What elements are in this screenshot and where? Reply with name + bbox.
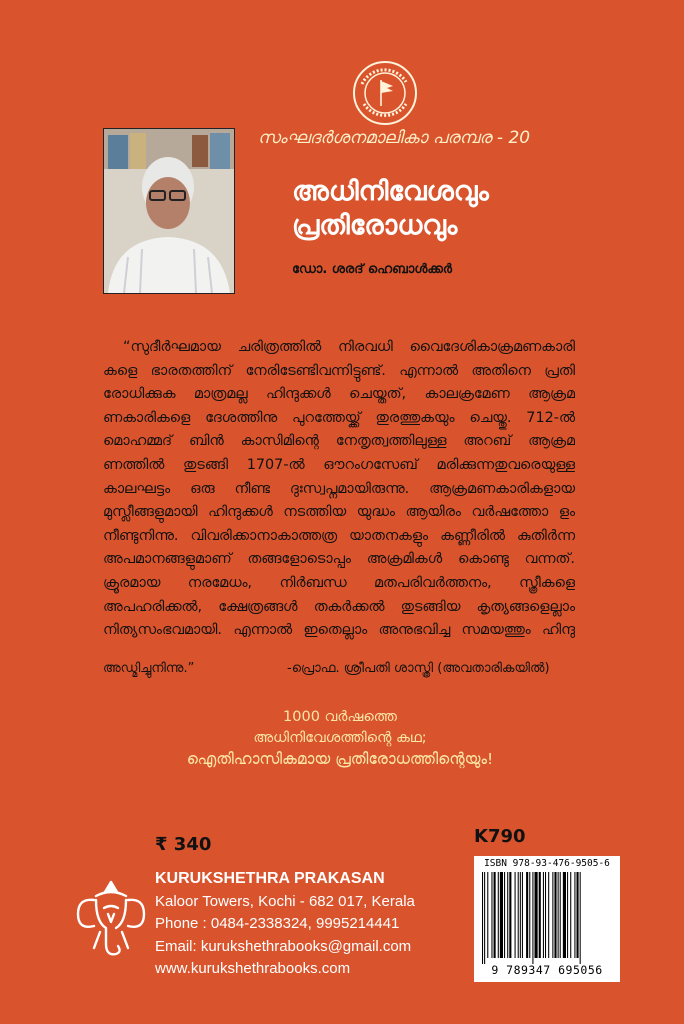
barcode-bar <box>563 872 566 958</box>
blurb-end: അഡ്മിച്ചുനിന്നു.” <box>103 661 195 676</box>
barcode-bar <box>535 872 538 958</box>
tagline-line-1: 1000 വർഷത്തെ <box>283 709 397 725</box>
barcode-bar <box>567 872 568 958</box>
blurb-text: “സുദീർഘമായ ചരിത്രത്തിൽ നിരവധി വൈദേശികാക്രമണകാരി കളെ ഭാരതത്തിന് നേരിടേണ്ടിവന്നിട്ടുണ്ട്. എന്നാൽ അതിനെ പ്രതി രോധിക്കുക മാത്രമല്ല ഹിന്ദുക്കൾ ചെയ്തത്, കാലക്രമേണ ആക്രമ ണകാരികളെ ദേശത്തിനു പുറത്തേയ്ക്ക് തുരത്തുകയും ചെയ്തു. 712-ൽ മൊഹമ്മദ് ബിൻ കാസിമിന്റെ നേതൃത്വത്തിലുള്ള അറബ് ആക്രമ ണത്തിൽ തുടങ്ങി 1707-ൽ ഔറംഗസേബ് മരിക്കുന്നതുവരെയുള്ള കാലഘട്ടം ഒരു നീണ്ട ദുഃസ്വപ്നമായിരുന്നു. ആക്രമണകാരികളായ മുസ്ലീങ്ങളുമായി ഹിന്ദുക്കൾ നടത്തിയ യുദ്ധം ആയിരം വർഷത്തോ ളം നീണ്ടുനിന്നു. വിവരിക്കാനാകാത്തത്ര യാതനകളും കണ്ണീരിൽ കുതിർന്ന അപമാനങ്ങളുമാണ് തങ്ങളോടൊപ്പം അക്രമികൾ കൊണ്ടു വന്നത്. ക്രൂരമായ നരമേധം, നിർബന്ധ മതപരിവർത്തനം, സ്ത്രീകളെ അപഹരിക്കൽ, ക്ഷേത്രങ്ങൾ തകർക്കൽ തുടങ്ങിയ കൃത്യങ്ങളെല്ലാം നിത്യസംഭവമായി. എന്നാൽ ഇതെല്ലാം അനുഭവിച്ച സമയത്തും ഹിന്ദു <box>103 339 575 639</box>
blurb-quote <box>103 336 575 642</box>
barcode-bar <box>552 872 553 958</box>
publisher-email: Email: kurukshethrabooks@gmail.com <box>155 937 412 955</box>
price: ₹ 340 <box>155 834 212 855</box>
quote-attribution <box>103 661 550 676</box>
tagline-line-3: ഐതിഹാസികമായ പ്രതിരോധത്തിന്റെയും! <box>186 750 494 768</box>
ganesha-logo-icon <box>74 878 148 962</box>
barcode-bar <box>482 872 483 964</box>
barcode-bar <box>554 872 556 958</box>
isbn-barcode <box>474 856 620 982</box>
barcode-bar <box>532 872 533 964</box>
series-label: സംഘദർശനമാലികാ പരമ്പര - 20 <box>258 128 531 148</box>
publisher-block <box>155 868 415 981</box>
publisher-address: Kaloor Towers, Kochi - 682 017, Kerala <box>155 892 415 910</box>
barcode-bar <box>494 872 496 958</box>
publisher-name: KURUKSHETHRA PRAKASAN <box>155 870 385 887</box>
barcode-bar <box>515 872 516 958</box>
author-photo <box>103 128 235 294</box>
barcode-bar <box>560 872 561 958</box>
barcode-bars <box>480 872 614 964</box>
barcode-bar <box>484 872 485 964</box>
saffron-flag-emblem-icon <box>352 60 418 126</box>
barcode-number: 9 789347 695056 <box>491 963 603 977</box>
barcode-bar <box>539 872 541 958</box>
barcode-bar <box>548 872 549 958</box>
barcode-bar <box>491 872 492 958</box>
publisher-website: www.kurukshethrabooks.com <box>155 960 351 977</box>
attribution-text: -പ്രൊഫ. ശ്രീപതി ശാസ്ത്രി (അവതാരികയിൽ) <box>287 661 550 676</box>
barcode-bar <box>574 872 575 958</box>
barcode-bar <box>498 872 499 958</box>
barcode-bar <box>543 872 544 958</box>
barcode-bar <box>529 872 530 958</box>
barcode-bar <box>522 872 523 958</box>
tagline-line-2: അധിനിവേശത്തിന്റെ കഥ; <box>253 730 427 746</box>
publisher-phone: Phone : 0484-2338324, 9995214441 <box>155 915 400 932</box>
barcode-bar <box>580 872 581 964</box>
barcode-bar <box>520 872 521 958</box>
barcode-bar <box>570 872 571 958</box>
barcode-bar <box>558 872 559 958</box>
author-name: ഡോ. ശരദ് ഹെബാൾക്കർ <box>292 262 453 277</box>
barcode-bar <box>500 872 503 958</box>
title-line-2: പ്രതിരോധവും <box>292 210 458 241</box>
barcode-bar <box>507 872 508 958</box>
tagline <box>120 707 560 770</box>
barcode-bar <box>577 872 579 958</box>
book-code: K790 <box>474 826 526 847</box>
title-line-1: അധിനിവേശവും <box>292 176 489 207</box>
book-title <box>292 175 489 243</box>
barcode-bar <box>518 872 519 958</box>
barcode-bar <box>487 872 488 958</box>
barcode-bar <box>509 872 511 958</box>
barcode-bar <box>504 872 505 958</box>
barcode-bar <box>526 872 528 958</box>
barcode-bar <box>545 872 546 958</box>
isbn-label: ISBN 978-93-476-9505-6 <box>484 858 610 869</box>
